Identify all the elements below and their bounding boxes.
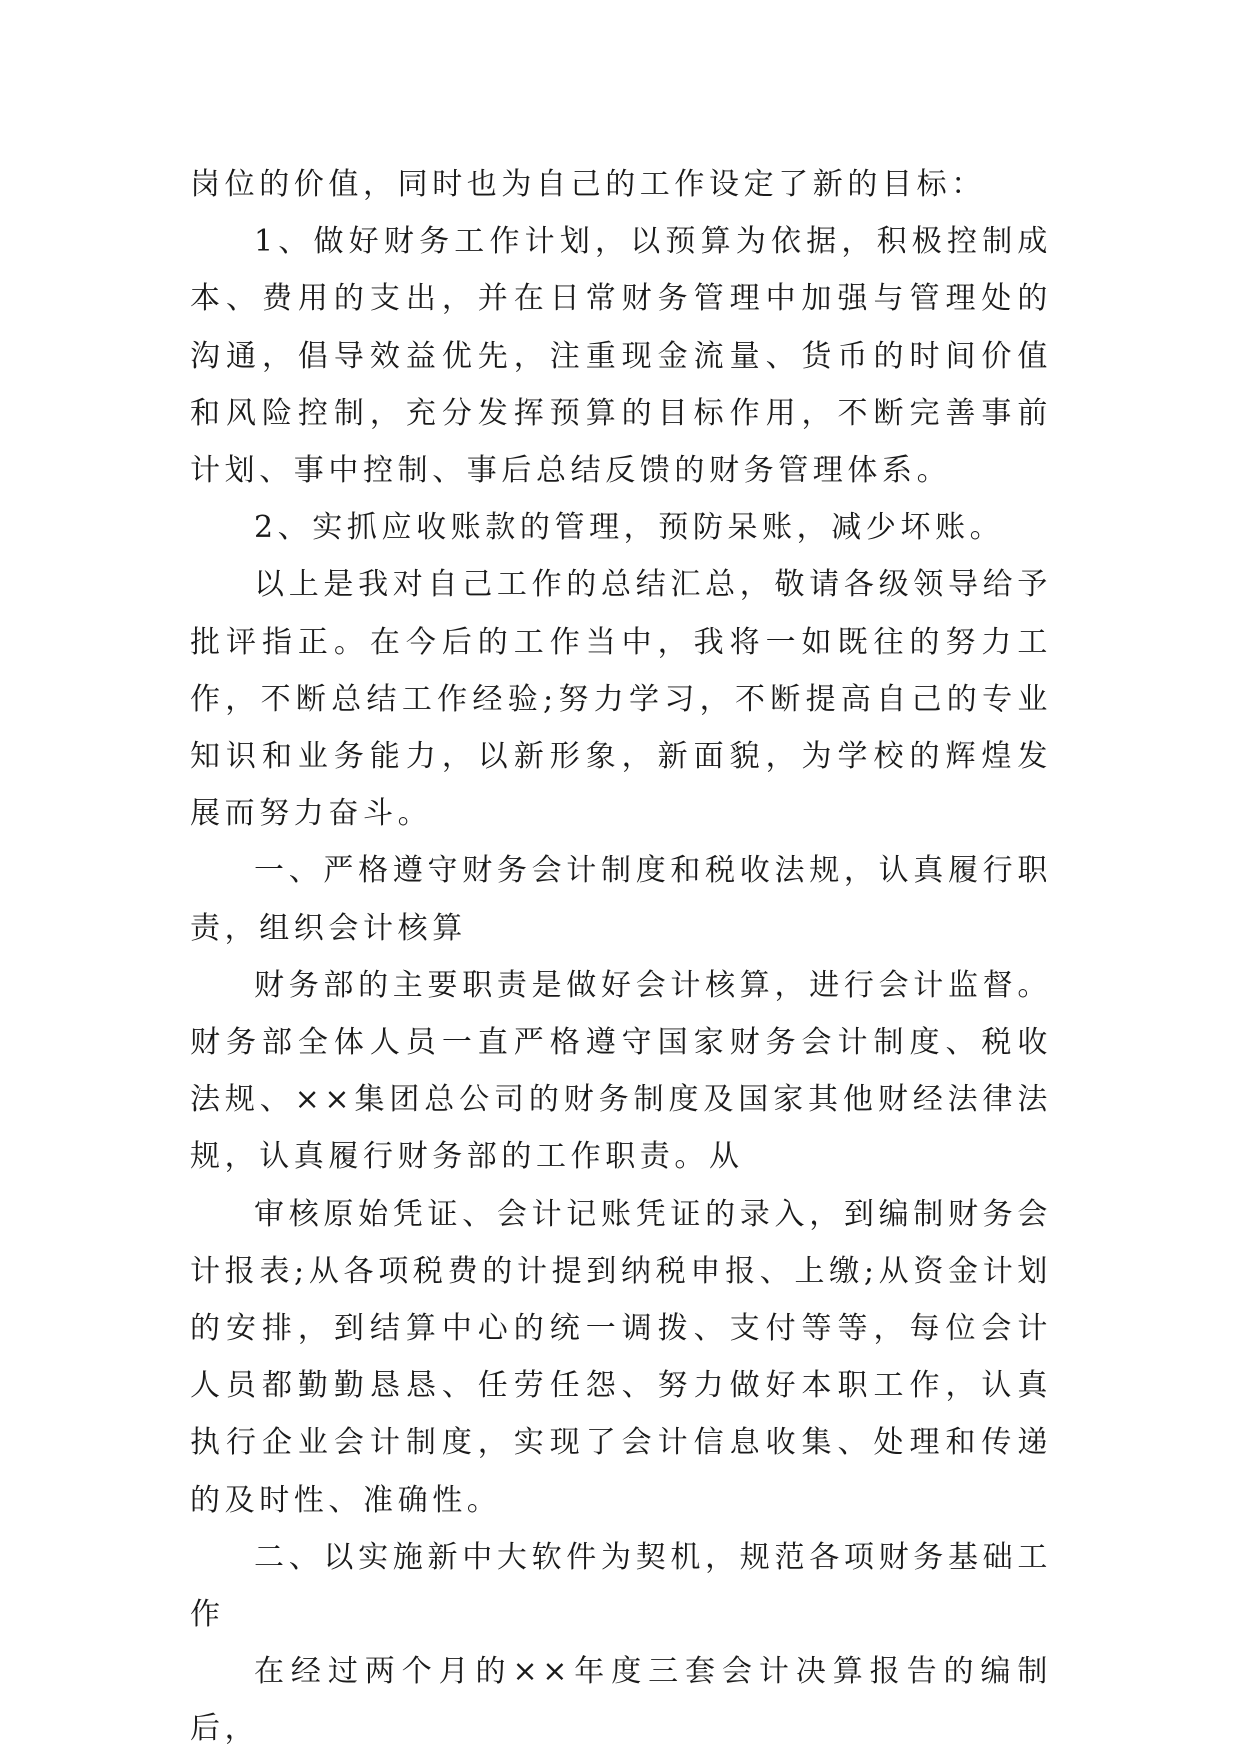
paragraph-7: 在经过两个月的××年度三套会计决算报告的编制后， <box>190 1654 1052 1747</box>
section-heading-2: 二、以实施新中大软件为契机，规范各项财务基础工作 <box>190 1539 1052 1633</box>
paragraph-4: 以上是我对自己工作的总结汇总，敬请各级领导给予批评指正。在今后的工作当中，我将一如既往的努力工作，不断总结工作经验;努力学习，不断提高自己的专业知识和业务能力，以新形象，新面貌，为学校的辉煌发展而努力奋斗。 <box>190 567 1052 832</box>
paragraph-6: 审核原始凭证、会计记账凭证的录入，到编制财务会计报表;从各项税费的计提到纳税申报、上缴;从资金计划的安排，到结算中心的统一调拨、支付等等，每位会计人员都勤勤恳恳、任劳任怨、努力做好本职工作，认真执行企业会计制度，实现了会计信息收集、处理和传递的及时性、准确性。 <box>190 1196 1052 1518</box>
paragraph-3: 2、实抓应收账款的管理，预防呆账，减少坏账。 <box>254 510 1005 546</box>
section-heading-1: 一、严格遵守财务会计制度和税收法规，认真履行职责，组织会计核算 <box>190 853 1052 946</box>
paragraph-2: 1、做好财务工作计划，以预算为依据，积极控制成本、费用的支出，并在日常财务管理中加强与管理处的沟通，倡导效益优先，注重现金流量、货币的时间价值和风险控制，充分发挥预算的目标作用，不断完善事前计划、事中控制、事后总结反馈的财务管理体系。 <box>190 224 1052 489</box>
paragraph-5: 财务部的主要职责是做好会计核算，进行会计监督。财务部全体人员一直严格遵守国家财务会计制度、税收法规、××集团总公司的财务制度及国家其他财经法律法规，认真履行财务部的工作职责。从 <box>190 967 1052 1175</box>
paragraph-1: 岗位的价值，同时也为自己的工作设定了新的目标： <box>190 167 986 202</box>
document-body <box>190 156 1052 1758</box>
